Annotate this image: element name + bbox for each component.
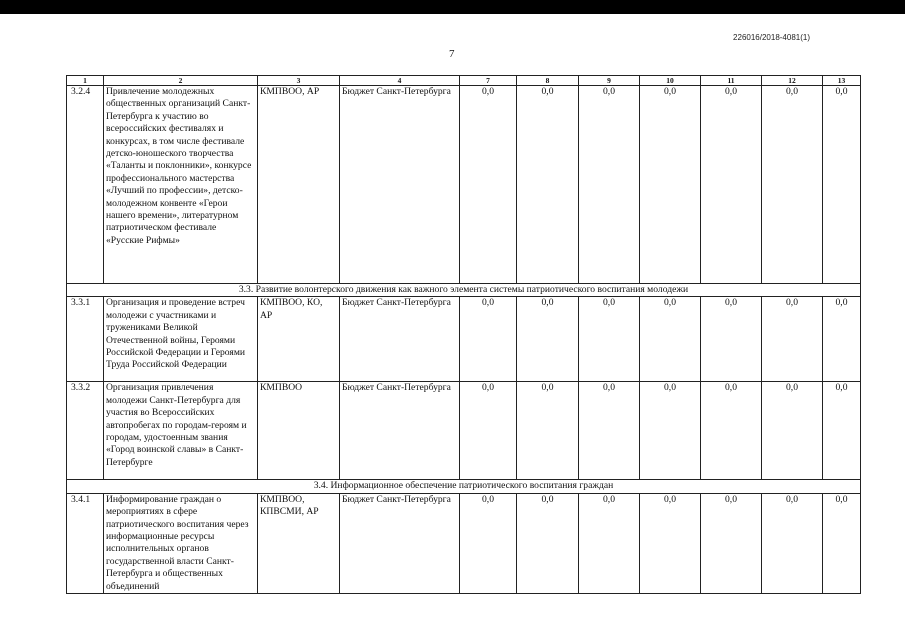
value-cell: 0,0 <box>640 86 701 284</box>
value-cell: 0,0 <box>460 297 517 382</box>
item-description: Организация и проведение встреч молодежи с участниками и тружениками Великой Отечественной войны, Героями Российской Федерации и Героями Труда Российской Федерации <box>104 297 258 382</box>
item-description: Привлечение молодежных общественных организаций Санкт-Петербурга к участию во всероссийских фестивалях и конкурсах, в том числе фестивале детско-юношеского творчества «Таланты и поклонники», конкурсе профессионального мастерства «Лучший по профессии», детско-молодежном конвенте «Герои нашего времени», литературном патриотическом фестивале «Русские Рифмы» <box>104 86 258 284</box>
table-row <box>67 382 861 480</box>
item-number: 3.3.1 <box>67 297 104 382</box>
header-cell: 4 <box>340 76 460 86</box>
item-executors: КМПВОО, АР <box>258 86 340 284</box>
header-cell: 8 <box>517 76 579 86</box>
value-cell: 0,0 <box>823 297 861 382</box>
value-cell: 0,0 <box>517 297 579 382</box>
item-funding-source: Бюджет Санкт-Петербурга <box>340 493 460 593</box>
header-cell: 10 <box>640 76 701 86</box>
value-cell: 0,0 <box>460 382 517 480</box>
item-executors: КМПВОО, КО, АР <box>258 297 340 382</box>
value-cell: 0,0 <box>823 86 861 284</box>
section-row <box>67 480 861 493</box>
value-cell: 0,0 <box>460 493 517 593</box>
value-cell: 0,0 <box>701 297 762 382</box>
item-funding-source: Бюджет Санкт-Петербурга <box>340 382 460 480</box>
header-cell: 1 <box>67 76 104 86</box>
section-title: 3.3. Развитие волонтерского движения как важного элемента системы патриотического воспитания молодежи <box>67 284 861 297</box>
item-executors: КМПВОО, КПВСМИ, АР <box>258 493 340 593</box>
value-cell: 0,0 <box>762 382 823 480</box>
section-row <box>67 284 861 297</box>
value-cell: 0,0 <box>640 493 701 593</box>
header-cell: 13 <box>823 76 861 86</box>
item-description: Организация привлечения молодежи Санкт-Петербурга для участия во Всероссийских автопробегах по городам-героям и городам, удостоенным звания «Город воинской славы» в Санкт-Петербурге <box>104 382 258 480</box>
header-cell: 9 <box>579 76 640 86</box>
value-cell: 0,0 <box>517 382 579 480</box>
section-title: 3.4. Информационное обеспечение патриотического воспитания граждан <box>67 480 861 493</box>
item-number: 3.3.2 <box>67 382 104 480</box>
header-cell: 7 <box>460 76 517 86</box>
value-cell: 0,0 <box>579 382 640 480</box>
header-cell: 12 <box>762 76 823 86</box>
column-number-row <box>67 76 861 86</box>
table-row <box>67 86 861 284</box>
value-cell: 0,0 <box>517 493 579 593</box>
value-cell: 0,0 <box>640 297 701 382</box>
item-number: 3.4.1 <box>67 493 104 593</box>
value-cell: 0,0 <box>460 86 517 284</box>
item-number: 3.2.4 <box>67 86 104 284</box>
value-cell: 0,0 <box>640 382 701 480</box>
table-row <box>67 297 861 382</box>
value-cell: 0,0 <box>823 493 861 593</box>
value-cell: 0,0 <box>579 493 640 593</box>
program-table <box>66 75 861 594</box>
page-number: 7 <box>449 48 455 60</box>
item-funding-source: Бюджет Санкт-Петербурга <box>340 86 460 284</box>
header-cell: 2 <box>104 76 258 86</box>
item-description: Информирование граждан о мероприятиях в сфере патриотического воспитания через информационные ресурсы исполнительных органов государственной власти Санкт-Петербурга и общественных объединений <box>104 493 258 593</box>
header-cell: 11 <box>701 76 762 86</box>
value-cell: 0,0 <box>701 493 762 593</box>
item-executors: КМПВОО <box>258 382 340 480</box>
scan-top-border <box>0 0 905 14</box>
value-cell: 0,0 <box>762 493 823 593</box>
value-cell: 0,0 <box>701 86 762 284</box>
value-cell: 0,0 <box>701 382 762 480</box>
value-cell: 0,0 <box>517 86 579 284</box>
value-cell: 0,0 <box>579 297 640 382</box>
value-cell: 0,0 <box>823 382 861 480</box>
value-cell: 0,0 <box>579 86 640 284</box>
table-row <box>67 493 861 593</box>
item-funding-source: Бюджет Санкт-Петербурга <box>340 297 460 382</box>
value-cell: 0,0 <box>762 86 823 284</box>
header-cell: 3 <box>258 76 340 86</box>
value-cell: 0,0 <box>762 297 823 382</box>
document-id: 226016/2018-4081(1) <box>733 33 810 42</box>
